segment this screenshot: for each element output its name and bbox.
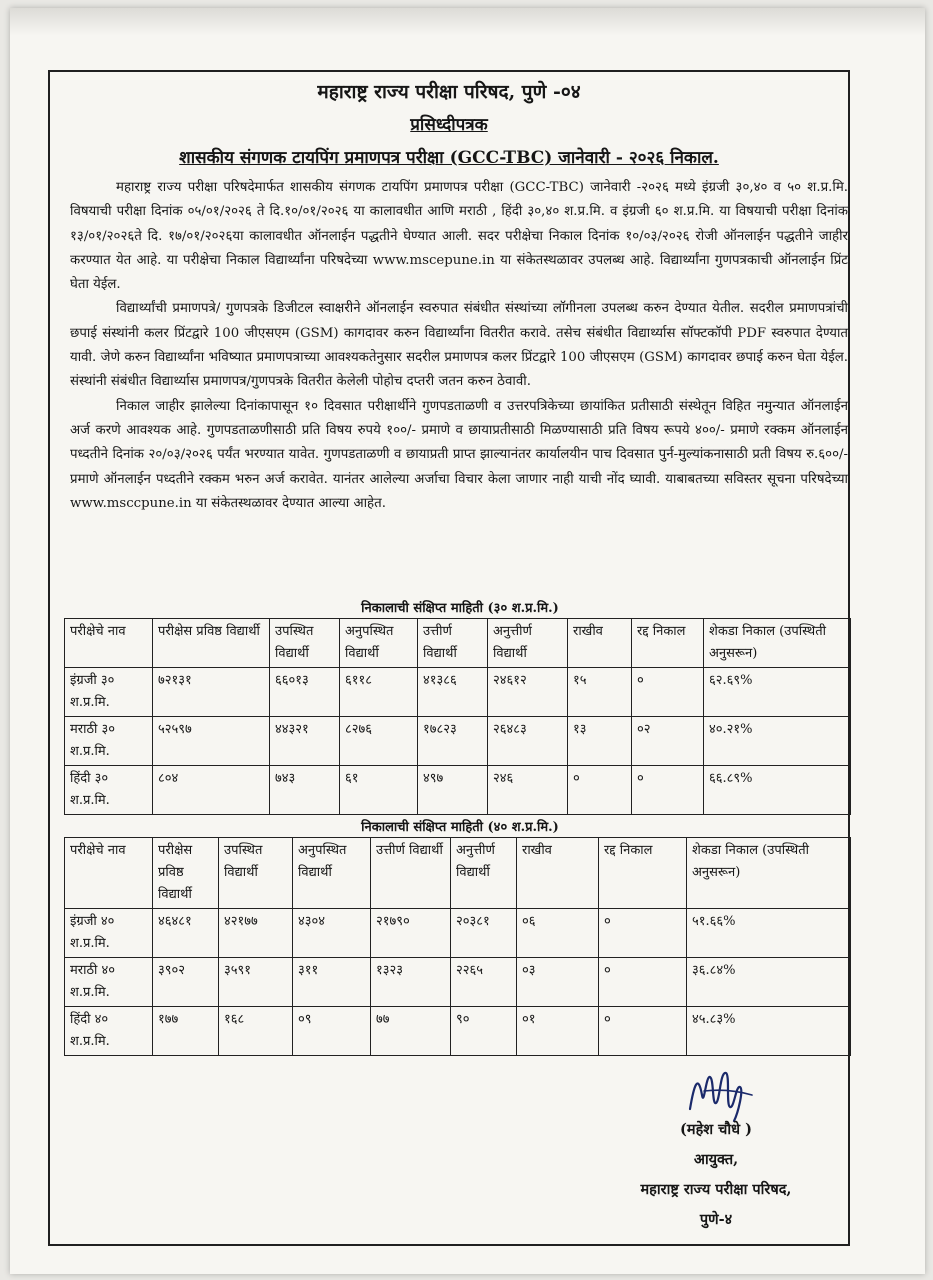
table-cell: ०९	[293, 1007, 371, 1056]
signatory-designation: आयुक्त,	[693, 1151, 739, 1168]
table-cell: १३	[568, 717, 632, 766]
paragraph: महाराष्ट्र राज्य परीक्षा परिषदेमार्फत शासकीय संगणक टायपिंग प्रमाणपत्र परीक्षा (GCC-TBC) जानेवारी -२०२६ मध्ये इंग्रजी ३०,४० व ५० श.प्र.मि. विषयाची परीक्षा दिनांक ०५/०१/२०२६ ते दि.१०/०१/२०२६ या कालावधीत आणि मराठी , हिंदी ३०,४० श.प्र.मि. व इंग्रजी ६० श.प्र.मि. या विषयाची परीक्षा दिनांक १३/०१/२०२६ते दि. १७/०१/२०२६या कालावधीत ऑनलाईन पद्धतीने घेण्यात आली. सदर परीक्षेचा निकाल दिनांक १०/०३/२०२६ रोजी ऑनलाईन पद्धतीने जाहीर करण्यात येत आहे. या परीक्षेचा निकाल विद्यार्थ्यांना परिषदेच्या www.mscepune.in या संकेतस्थळावर उपलब्ध आहे. विद्यार्थ्यांना गुणपत्रकाची ऑनलाईन प्रिंट घेता येईल.	[70, 180, 848, 293]
header-cell: अनुपस्थित विद्यार्थी	[293, 838, 371, 909]
header-cell: अनुत्तीर्ण विद्यार्थी	[488, 619, 568, 668]
header-cell: अनुत्तीर्ण विद्यार्थी	[451, 838, 517, 909]
header-cell: उपस्थित विद्यार्थी	[219, 838, 293, 909]
table-cell: मराठी ३० श.प्र.मि.	[65, 717, 153, 766]
table-cell: २१७९०	[371, 909, 451, 958]
table-30-caption: निकालाची संक्षिप्त माहिती (३० श.प्र.मि.)	[361, 601, 559, 616]
header-cell: परीक्षेस प्रविष्ठ विद्यार्थी	[153, 838, 219, 909]
result-table-30wpm	[64, 618, 851, 815]
header-cell: शेकडा निकाल (उपस्थिती अनुसरून)	[687, 838, 851, 909]
table-cell: ०	[599, 1007, 687, 1056]
table-cell: २०३८१	[451, 909, 517, 958]
table-cell: २६४८३	[488, 717, 568, 766]
table-cell: ०१	[517, 1007, 599, 1056]
signature-block	[606, 1115, 826, 1235]
table-row	[65, 958, 851, 1007]
header-cell: उत्तीर्ण विद्यार्थी	[371, 838, 451, 909]
header-cell: राखीव	[517, 838, 599, 909]
signatory-city: पुणे-४	[699, 1211, 733, 1228]
table-cell: ०	[599, 958, 687, 1007]
table-row	[65, 1007, 851, 1056]
table-cell: १७८२३	[418, 717, 488, 766]
table-cell: ०६	[517, 909, 599, 958]
table-cell: ०२	[632, 717, 704, 766]
table-cell: मराठी ४० श.प्र.मि.	[65, 958, 153, 1007]
header-cell: परीक्षेस प्रविष्ठ विद्यार्थी	[153, 619, 270, 668]
table-cell: २२६५	[451, 958, 517, 1007]
table-cell: ४०.२१%	[704, 717, 851, 766]
header-cell: उत्तीर्ण विद्यार्थी	[418, 619, 488, 668]
table-cell: १५	[568, 668, 632, 717]
table-cell: हिंदी ३० श.प्र.मि.	[65, 766, 153, 815]
table-cell: ०	[599, 909, 687, 958]
table-cell: ४१३८६	[418, 668, 488, 717]
table-cell: ४४३२१	[270, 717, 340, 766]
table-40-caption: निकालाची संक्षिप्त माहिती (४० श.प्र.मि.)	[361, 820, 559, 835]
table-cell: ०३	[517, 958, 599, 1007]
table-cell: १७७	[153, 1007, 219, 1056]
paragraph: निकाल जाहीर झालेल्या दिनांकापासून १० दिवसात परीक्षार्थीने गुणपडताळणी व उत्तरपत्रिकेच्या छायांकित प्रतीसाठी संस्थेतून विहित नमुन्यात ऑनलाईन अर्ज करणे आवश्यक आहे. गुणपडताळणीसाठी प्रति विषय रुपये १००/- प्रमाणे व छायाप्रतीसाठी मिळण्यासाठी प्रति विषय रूपये ४००/- प्रमाणे रक्कम ऑनलाईन पध्दतीने दिनांक २०/०३/२०२६ पर्यंत भरण्यात यावेत. गुणपडताळणी व छायाप्रती प्राप्त झाल्यानंतर कार्यालयीन पाच दिवसात पुर्न-मुल्यांकनासाठी प्रती विषय रु.६००/- प्रमाणे ऑनलाईन पध्दतीने रक्कम भरुन अर्ज करावेत. यानंतर आलेल्या अर्जाचा विचार केला जाणार नाही याची नोंद घ्यावी. याबाबतच्या सविस्तर सूचना परिषदेच्या www.msccpune.in या संकेतस्थळावर देण्यात आल्या आहेत.	[70, 398, 848, 511]
header-cell: रद्द निकाल	[599, 838, 687, 909]
page-fold-shadow	[10, 8, 925, 36]
header-cell: परीक्षेचे नाव	[65, 619, 153, 668]
table-cell: ४५.८३%	[687, 1007, 851, 1056]
table-cell: १६८	[219, 1007, 293, 1056]
result-table-40wpm	[64, 837, 851, 1056]
table-row	[65, 668, 851, 717]
table-cell: ०	[632, 766, 704, 815]
table-cell: ४९७	[418, 766, 488, 815]
table-cell: ८२७६	[340, 717, 418, 766]
press-release-body	[70, 176, 848, 516]
table-cell: ०	[632, 668, 704, 717]
table-row	[65, 909, 851, 958]
table-row	[65, 717, 851, 766]
table-header-row	[65, 838, 851, 909]
table-cell: ३९०२	[153, 958, 219, 1007]
table-cell: ४३०४	[293, 909, 371, 958]
table-cell: ७७	[371, 1007, 451, 1056]
table-cell: ९०	[451, 1007, 517, 1056]
table-cell: ५२५९७	[153, 717, 270, 766]
header-cell: शेकडा निकाल (उपस्थिती अनुसरून)	[704, 619, 851, 668]
table-cell: ४६४८१	[153, 909, 219, 958]
paragraph: विद्यार्थ्यांची प्रमाणपत्रे/ गुणपत्रके डिजीटल स्वाक्षरीने ऑनलाईन स्वरुपात संबंधीत संस्थांच्या लॉगीनला उपलब्ध करुन देण्यात येतील. सदरील प्रमाणपत्रांची छपाई संस्थांनी कलर प्रिंटद्वारे 100 जीएसएम (GSM) कागदावर करुन विद्यार्थ्यांना वितरीत करावे. तसेच संबंधीत विद्यार्थ्यास सॉफ्टकॉपी PDF स्वरुपात देण्यात यावी. जेणे करुन विद्यार्थ्यांना भविष्यात प्रमाणपत्राच्या आवश्यकतेनुसार सदरील प्रमाणपत्र कलर प्रिंटद्वारे 100 जीएसएम (GSM) कागदावर छपाई करुन घेता येईल. संस्थांनी संबंधीत विद्यार्थ्यास प्रमाणपत्र/गुणपत्रके वितरीत केलेली पोहोच दप्तरी जतन करुन ठेवावी.	[70, 301, 848, 390]
table-cell: हिंदी ४० श.प्र.मि.	[65, 1007, 153, 1056]
table-cell: ६६०१३	[270, 668, 340, 717]
table-cell: ६१	[340, 766, 418, 815]
header-cell: राखीव	[568, 619, 632, 668]
table-cell: १३२३	[371, 958, 451, 1007]
table-cell: ३५९१	[219, 958, 293, 1007]
header-cell: रद्द निकाल	[632, 619, 704, 668]
table-cell: ०	[568, 766, 632, 815]
table-cell: ६२.६९%	[704, 668, 851, 717]
signatory-office: महाराष्ट्र राज्य परीक्षा परिषद,	[640, 1181, 792, 1198]
organization-title: महाराष्ट्र राज्य परीक्षा परिषद, पुणे -०४	[317, 81, 581, 103]
table-cell: इंग्रजी ४० श.प्र.मि.	[65, 909, 153, 958]
table-cell: २४६१२	[488, 668, 568, 717]
table-header-row	[65, 619, 851, 668]
table-cell: २४६	[488, 766, 568, 815]
table-cell: ७२१३१	[153, 668, 270, 717]
header-cell: अनुपस्थित विद्यार्थी	[340, 619, 418, 668]
table-row	[65, 766, 851, 815]
table-cell: ६११८	[340, 668, 418, 717]
table-cell: ३११	[293, 958, 371, 1007]
header-cell: परीक्षेचे नाव	[65, 838, 153, 909]
table-cell: ३६.८४%	[687, 958, 851, 1007]
table-cell: ५१.६६%	[687, 909, 851, 958]
table-cell: ४२१७७	[219, 909, 293, 958]
header-cell: उपस्थित विद्यार्थी	[270, 619, 340, 668]
signatory-name: (महेश चौधे )	[680, 1121, 752, 1138]
table-cell: इंग्रजी ३० श.प्र.मि.	[65, 668, 153, 717]
subject-heading: शासकीय संगणक टायपिंग प्रमाणपत्र परीक्षा (GCC-TBC) जानेवारी - २०२६ निकाल.	[179, 148, 719, 168]
table-cell: ८०४	[153, 766, 270, 815]
document-type-heading: प्रसिध्दीपत्रक	[410, 115, 488, 135]
table-cell: ६६.८९%	[704, 766, 851, 815]
table-cell: ७४३	[270, 766, 340, 815]
